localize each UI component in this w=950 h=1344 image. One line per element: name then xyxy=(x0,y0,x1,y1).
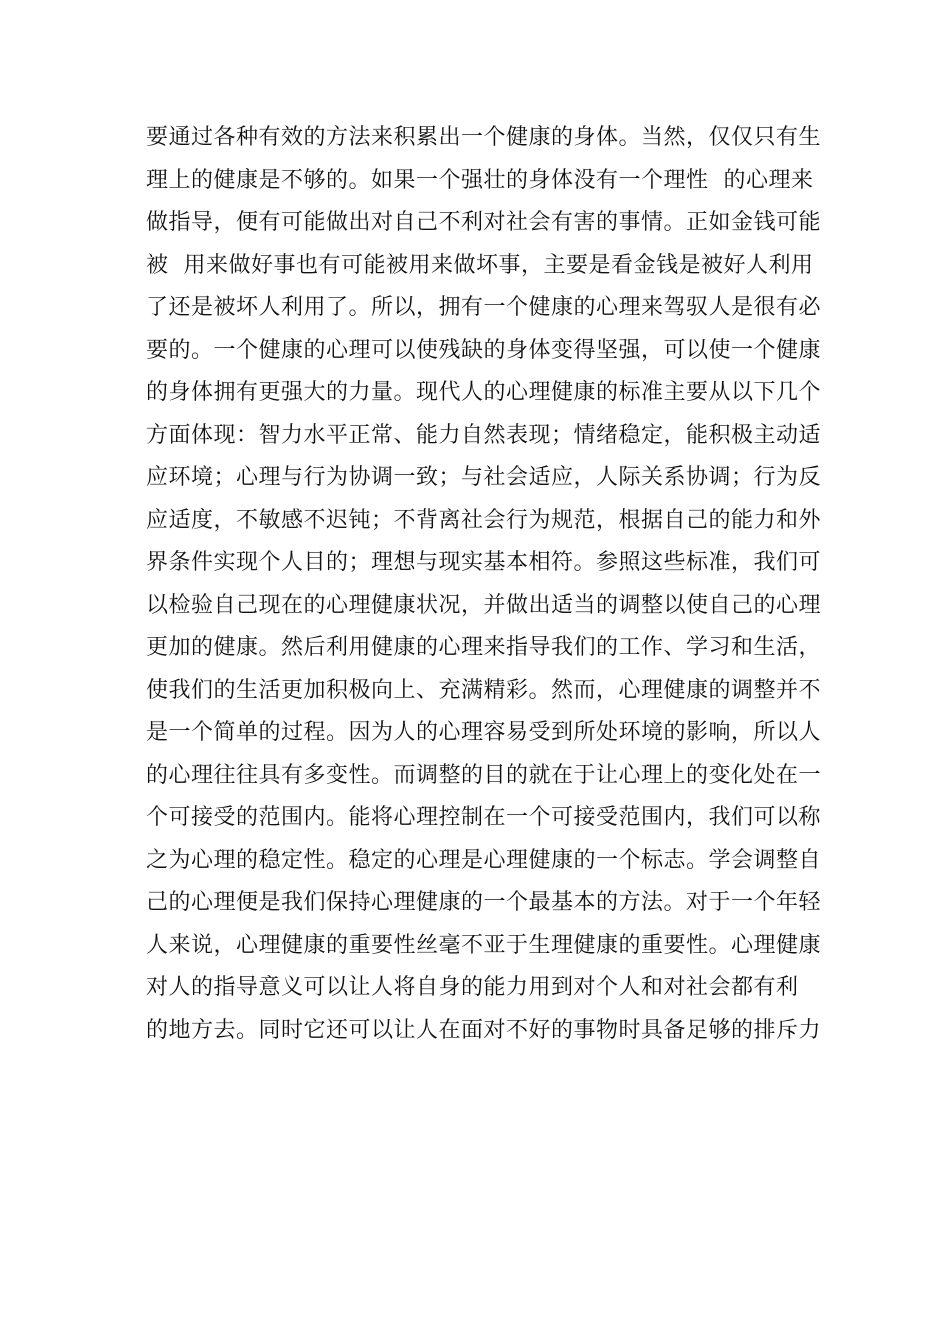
text-line: 要通过各种有效的方法来积累出一个健康的身体。当然，仅仅只有生 xyxy=(146,125,822,150)
text-line: 的地方去。同时它还可以让人在面对不好的事物时具备足够的排斥力 xyxy=(146,1017,822,1043)
text-line: 以检验自己现在的心理健康状况，并做出适当的调整以使自己的心理 xyxy=(146,592,822,618)
text-line: 是一个简单的过程。因为人的心理容易受到所处环境的影响，所以人 xyxy=(146,720,822,745)
text-line: 之为心理的稳定性。稳定的心理是心理健康的一个标志。学会调整自 xyxy=(146,847,822,873)
text-line: 了还是被坏人利用了。所以，拥有一个健康的心理来驾驭人是很有必 xyxy=(146,295,822,320)
text-line: 的身体拥有更强大的力量。现代人的心理健康的标准主要从以下几个 xyxy=(146,380,822,405)
text-line: 个可接受的范围内。能将心理控制在一个可接受范围内，我们可以称 xyxy=(146,805,822,830)
text-line: 方面体现：智力水平正常、能力自然表现；情绪稳定，能积极主动适 xyxy=(146,422,822,448)
text-line: 做指导，便有可能做出对自己不利对社会有害的事情。正如金钱可能 xyxy=(146,210,822,235)
text-line: 要的。一个健康的心理可以使残缺的身体变得坚强，可以使一个健康 xyxy=(146,337,822,363)
text-line: 理上的健康是不够的。如果一个强壮的身体没有一个理性 的心理来 xyxy=(146,167,814,193)
text-line: 更加的健康。然后利用健康的心理来指导我们的工作、学习和生活， xyxy=(146,635,822,660)
text-line: 己的心理便是我们保持心理健康的一个最基本的方法。对于一个年轻 xyxy=(146,890,822,915)
text-line: 应适度，不敏感不迟钝；不背离社会行为规范，根据自己的能力和外 xyxy=(146,507,822,533)
text-line: 的心理往往具有多变性。而调整的目的就在于让心理上的变化处在一 xyxy=(146,762,822,788)
text-line: 界条件实现个人目的；理想与现实基本相符。参照这些标准，我们可 xyxy=(146,550,822,575)
text-line: 被 用来做好事也有可能被用来做坏事，主要是看金钱是被好人利用 xyxy=(146,252,814,278)
body-text xyxy=(146,117,822,1052)
text-line: 对人的指导意义可以让人将自身的能力用到对个人和对社会都有利 xyxy=(146,975,799,1000)
text-line: 人来说，心理健康的重要性丝毫不亚于生理健康的重要性。心理健康 xyxy=(146,932,822,958)
text-line: 应环境；心理与行为协调一致；与社会适应，人际关系协调；行为反 xyxy=(146,465,822,490)
text-line: 使我们的生活更加积极向上、充满精彩。然而，心理健康的调整并不 xyxy=(146,677,822,703)
